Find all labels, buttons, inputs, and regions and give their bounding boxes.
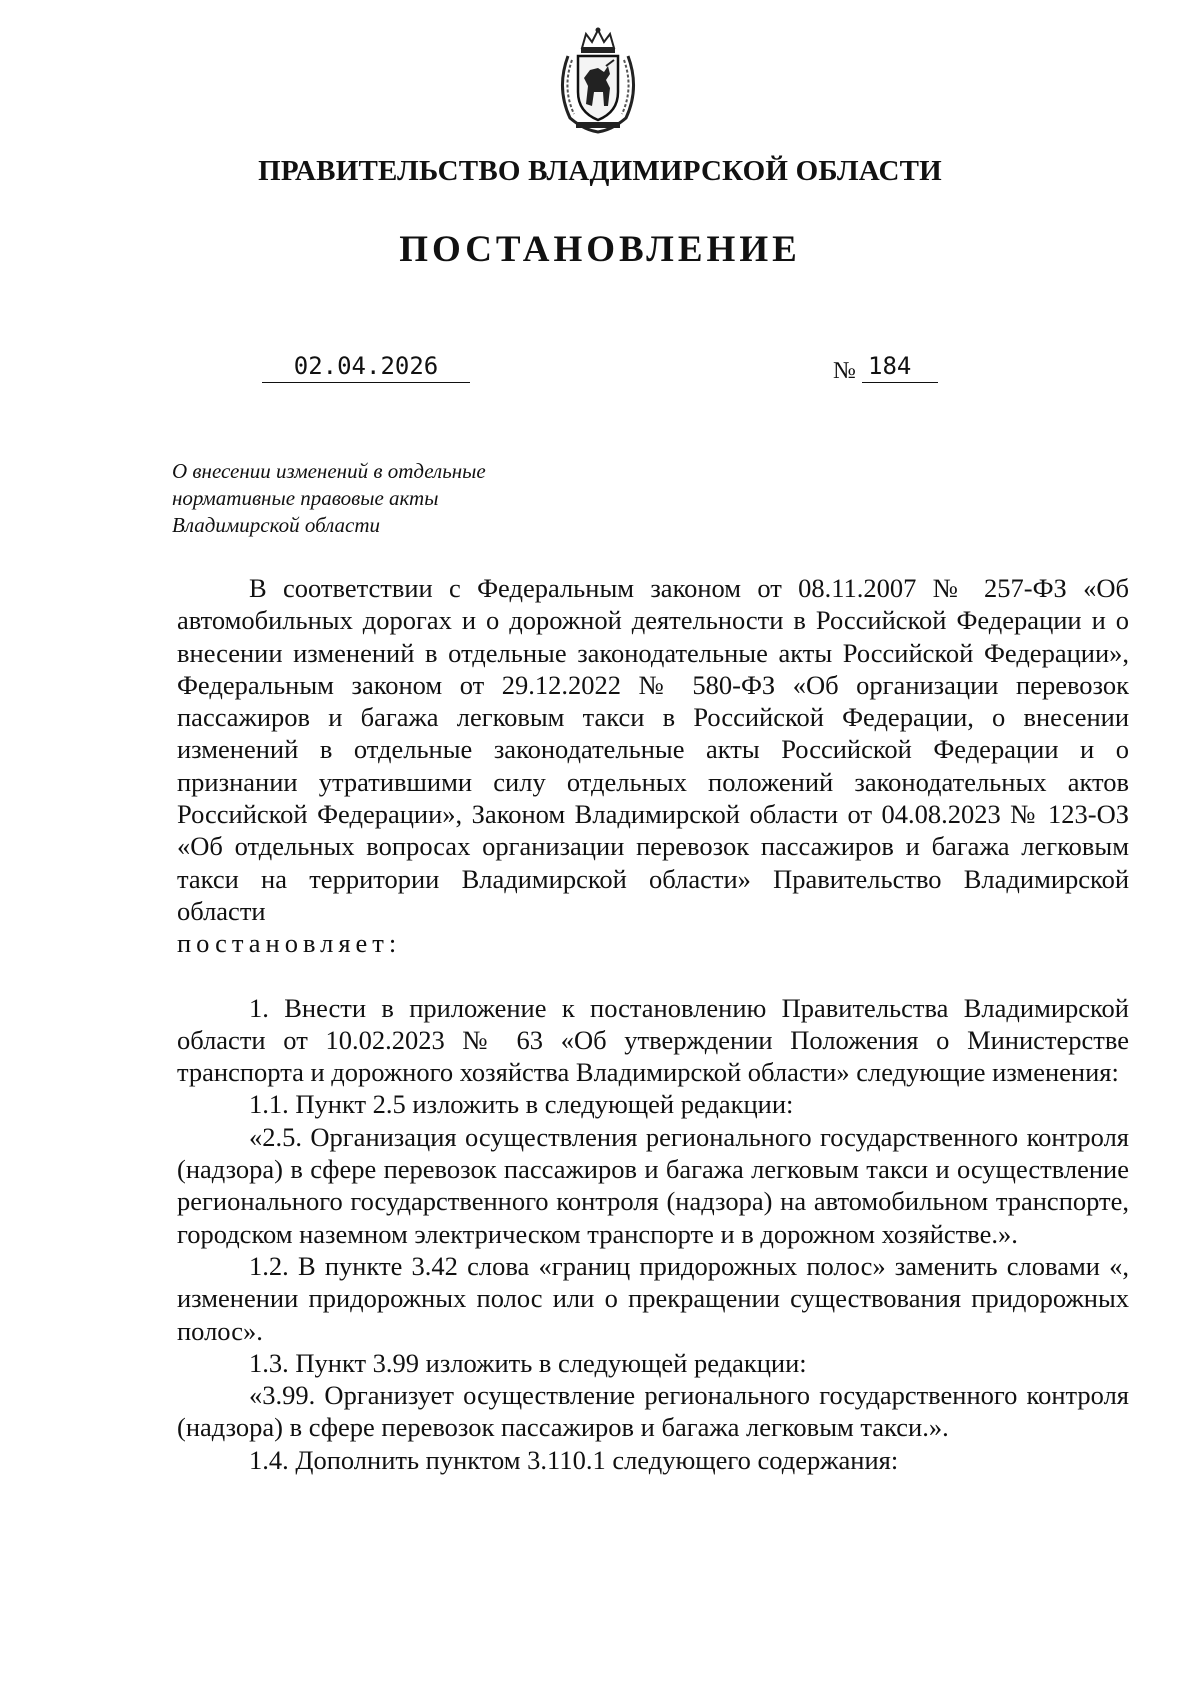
resolves-word: постановляет: [177, 928, 402, 959]
item-1: 1. Внести в приложение к постановлению Правительства Владимирской области от 10.02.2023 № 63 «Об утверждении Положения о Министерстве транспорта и дорожного хозяйства Владимирской области» следующие изменения: [177, 992, 1129, 1088]
item-1-1: 1.1. Пункт 2.5 изложить в следующей редакции: [249, 1089, 794, 1120]
document-type: ПОСТАНОВЛЕНИЕ [399, 229, 801, 270]
paragraph-gap [177, 960, 1129, 992]
coat-of-arms-emblem [548, 26, 648, 134]
item-1-2: 1.2. В пункте 3.42 слова «границ придорожных полос» заменить словами «, изменении придорожных полос или о прекращении существования придорожных полос». [177, 1250, 1129, 1346]
item-1-3-text: «3.99. Организует осуществление регионального государственного контроля (надзора) в сфере перевозок пассажиров и багажа легковым такси.». [177, 1380, 1129, 1443]
document-number: 184 [862, 352, 938, 383]
government-title: ПРАВИТЕЛЬСТВО ВЛАДИМИРСКОЙ ОБЛАСТИ [258, 155, 942, 187]
item-1-1-text: «2.5. Организация осуществления регионального государственного контроля (надзора) в сфере перевозок пассажиров и багажа легковым такси и осуществление регионального государственного контроля (надзора) на автомобильном транспорте, городском наземном электрическом транспорте и в дорожном хозяйстве.». [177, 1121, 1129, 1249]
item-1-3: 1.3. Пункт 3.99 изложить в следующей редакции: [249, 1347, 807, 1378]
document-body [177, 572, 1129, 1476]
number-sign: № [833, 358, 856, 384]
subject-line: О внесении изменений в отдельные [172, 459, 486, 483]
document-subject [172, 458, 486, 539]
preamble-paragraph: В соответствии с Федеральным законом от 08.11.2007 № 257-ФЗ «Об автомобильных дорогах и о дорожной деятельности в Российской Федерации и о внесении изменений в отдельные законодательные акты Российской Федерации», Федеральным законом от 29.12.2022 № 580-ФЗ «Об организации перевозок пассажиров и багажа легковым такси в Российской Федерации, о внесении изменений в отдельные законодательные акты Российской Федерации и о признании утратившими силу отдельных положений законодательных актов Российской Федерации», Законом Владимирской области от 04.08.2023 № 123-ОЗ «Об отдельных вопросах организации перевозок пассажиров и багажа легковым такси на территории Владимирской области» Правительство Владимирской области [177, 573, 1129, 926]
item-1-4: 1.4. Дополнить пунктом 3.110.1 следующего содержания: [249, 1444, 899, 1475]
subject-line: Владимирской области [172, 513, 381, 537]
subject-line: нормативные правовые акты [172, 486, 439, 510]
document-date: 02.04.2026 [262, 352, 470, 383]
